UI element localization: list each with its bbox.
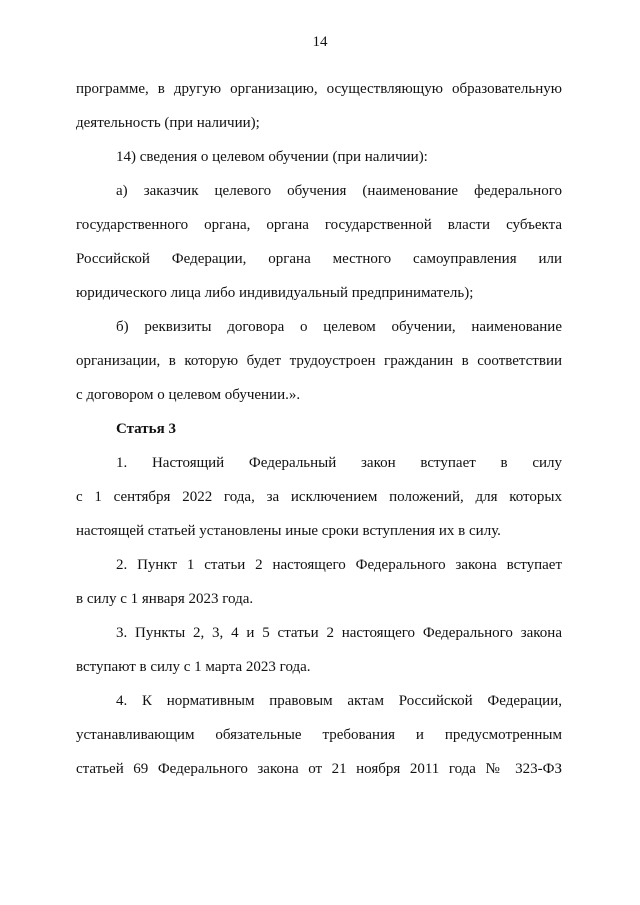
paragraph-line: Российской Федерации, органа местного самоуправления или [76,251,562,267]
paragraph-line: устанавливающим обязательные требования и предусмотренным [76,727,562,743]
paragraph-line: а) заказчик целевого обучения (наименование федерального [116,183,562,199]
page-number: 14 [312,34,328,50]
paragraph-line: 2. Пункт 1 статьи 2 настоящего Федерального закона вступает [116,557,562,573]
paragraph-line: б) реквизиты договора о целевом обучении, наименование [116,319,562,335]
paragraph-line: 1. Настоящий Федеральный закон вступает в силу [116,455,562,471]
paragraph-line: настоящей статьей установлены иные сроки вступления их в силу. [76,523,501,539]
paragraph-line: 3. Пункты 2, 3, 4 и 5 статьи 2 настоящего Федерального закона [116,625,562,641]
paragraph-line: юридического лица либо индивидуальный предприниматель); [76,285,474,301]
paragraph-line: 4. К нормативным правовым актам Российской Федерации, [116,693,562,709]
paragraph-line: вступают в силу с 1 марта 2023 года. [76,659,311,675]
paragraph-line: статьей 69 Федерального закона от 21 ноября 2011 года № 323-ФЗ [76,761,562,777]
paragraph-line: программе, в другую организацию, осуществляющую образовательную [76,81,562,97]
paragraph-line: организации, в которую будет трудоустроен гражданин в соответствии [76,353,562,369]
paragraph-line: государственного органа, органа государственной власти субъекта [76,217,562,233]
document-body [76,72,562,786]
paragraph-line: деятельность (при наличии); [76,115,260,131]
paragraph-line: с договором о целевом обучении.». [76,387,301,403]
paragraph-line: в силу с 1 января 2023 года. [76,591,254,607]
article-heading: Статья 3 [116,421,176,437]
paragraph-line: с 1 сентября 2022 года, за исключением положений, для которых [76,489,562,505]
paragraph-item-14: 14) сведения о целевом обучении (при наличии): [116,149,428,165]
